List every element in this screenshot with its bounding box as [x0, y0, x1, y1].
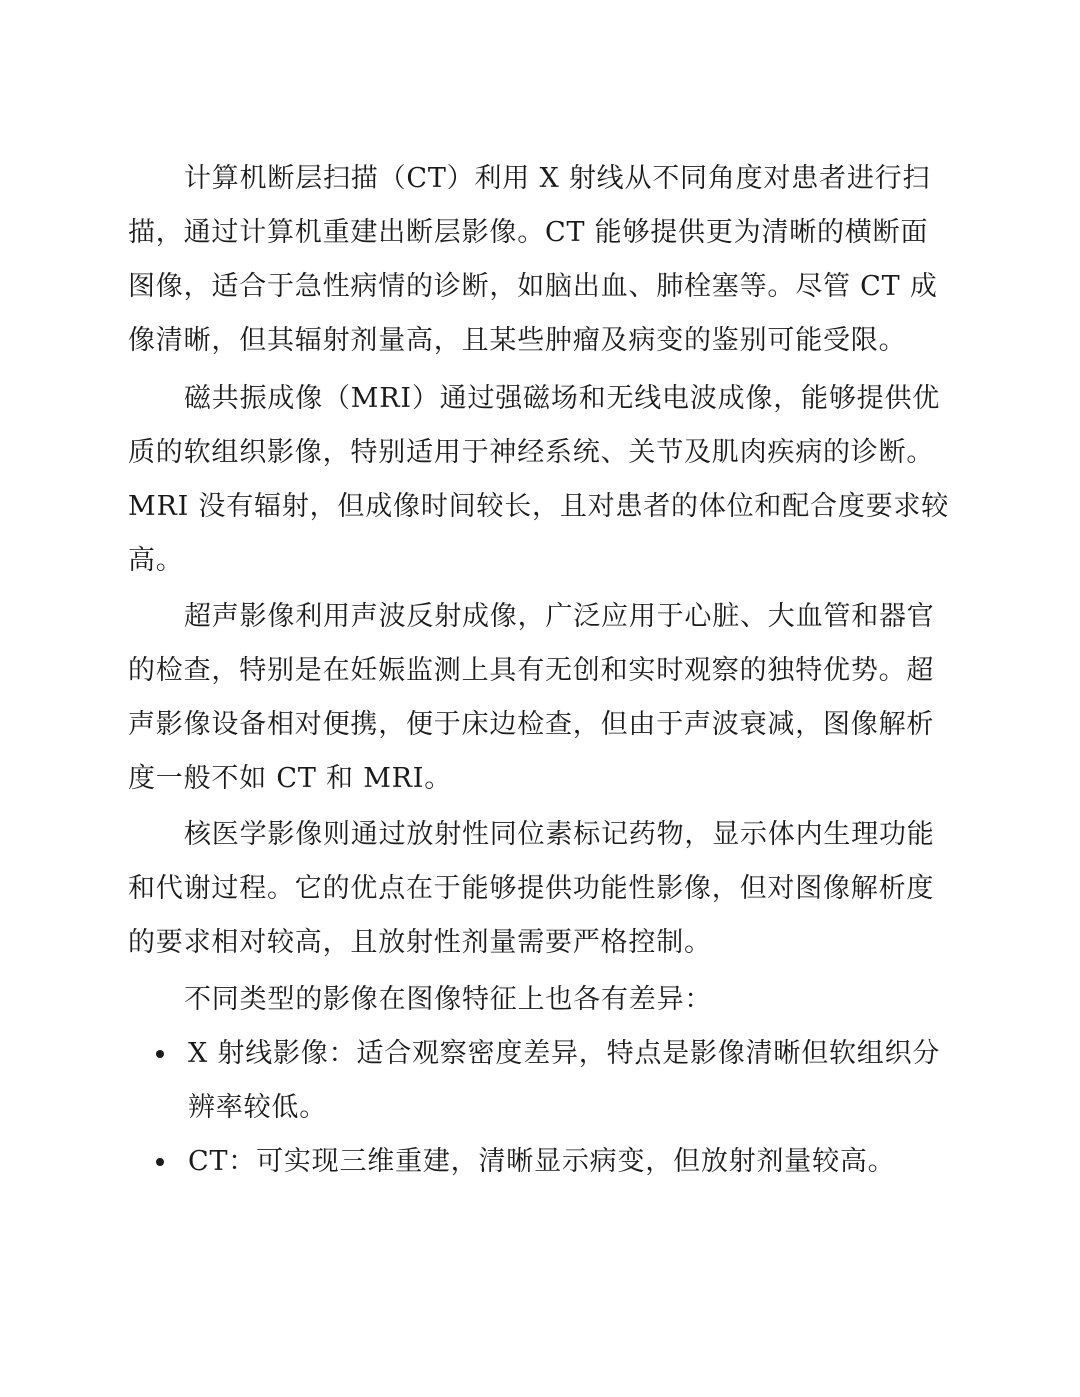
paragraph-ct: 计算机断层扫描（CT）利用 X 射线从不同角度对患者进行扫描，通过计算机重建出断层影像。CT 能够提供更为清晰的横断面图像，适合于急性病情的诊断，如脑出血、肺栓塞等。尽管 CT 成像清晰，但其辐射剂量高，且某些肿瘤及病变的鉴别可能受限。	[128, 163, 938, 356]
bullet-text-ct: CT：可实现三维重建，清晰显示病变，但放射剂量较高。	[188, 1146, 896, 1177]
document-body-intro	[128, 973, 953, 1027]
bullet-item-xray	[128, 1027, 953, 1135]
bullet-dot-icon	[156, 1050, 164, 1058]
bullet-text-xray: X 射线影像：适合观察密度差异，特点是影像清晰但软组织分辨率较低。	[188, 1038, 941, 1123]
document-body-ultrasound	[128, 590, 953, 806]
document-body	[128, 152, 953, 368]
paragraph-mri: 磁共振成像（MRI）通过强磁场和无线电波成像，能够提供优质的软组织影像，特别适用于神经系统、关节及肌肉疾病的诊断。MRI 没有辐射，但成像时间较长，且对患者的体位和配合度要求较高。	[128, 383, 950, 576]
paragraph-ultrasound: 超声影像利用声波反射成像，广泛应用于心脏、大血管和器官的检查，特别是在妊娠监测上具有无创和实时观察的独特优势。超声影像设备相对便携，便于床边检查，但由于声波衰减，图像解析度一般不如 CT 和 MRI。	[128, 601, 935, 794]
feature-bullet-list	[128, 1027, 953, 1189]
bullet-item-ct	[128, 1135, 953, 1189]
bullet-dot-icon	[156, 1158, 164, 1166]
document-body-nuclear	[128, 808, 953, 970]
paragraph-differences-intro: 不同类型的影像在图像特征上也各有差异：	[184, 984, 713, 1015]
document-body-mri	[128, 372, 953, 588]
paragraph-nuclear: 核医学影像则通过放射性同位素标记药物，显示体内生理功能和代谢过程。它的优点在于能够提供功能性影像，但对图像解析度的要求相对较高，且放射性剂量需要严格控制。	[128, 819, 935, 958]
